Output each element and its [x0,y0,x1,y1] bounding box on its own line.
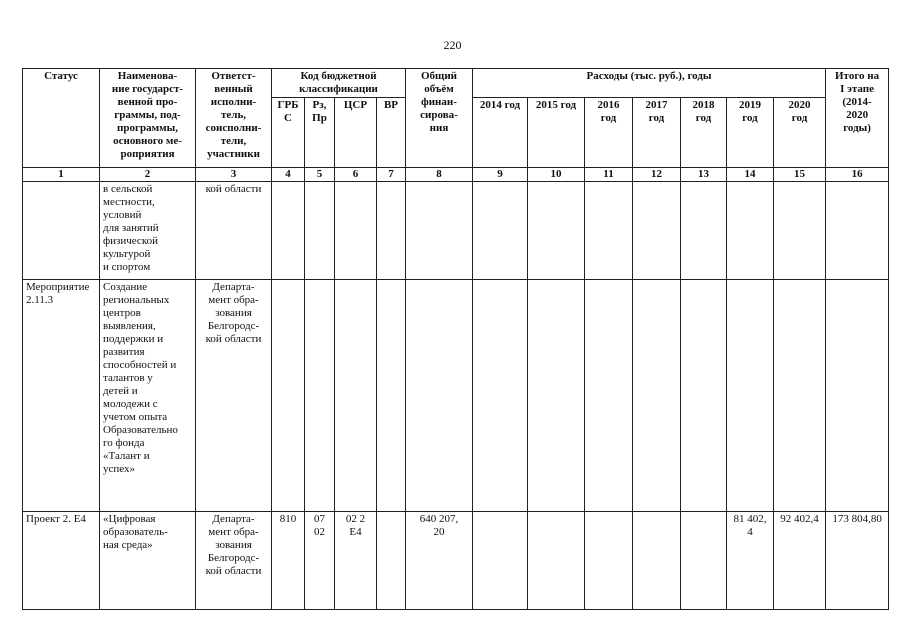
header-row-1 [23,69,889,98]
header-responsible: Ответст- венный исполни- тель, соисполни- тели, участники [196,69,272,168]
header-vr: ВР [377,98,406,168]
cell-csr [335,280,377,512]
cell-2016 [585,512,633,610]
header-2019: 2019 год [727,98,774,168]
column-number: 6 [335,168,377,182]
cell-2020: 92 402,4 [774,512,826,610]
cell-2015 [528,512,585,610]
column-number: 15 [774,168,826,182]
cell-vr [377,280,406,512]
cell-status [23,182,100,280]
cell-total [406,280,473,512]
header-grbs: ГРБ С [272,98,305,168]
cell-csr: 02 2 Е4 [335,512,377,610]
cell-responsible: Департа- мент обра- зования Белгородс- кой области [196,512,272,610]
header-2020: 2020 год [774,98,826,168]
cell-name: в сельской местности, условий для занятий физической культурой и спортом [100,182,196,280]
header-expenses: Расходы (тыс. руб.), годы [473,69,826,98]
column-number: 4 [272,168,305,182]
cell-name: Создание региональных центров выявления, поддержки и развития способностей и талантов у детей и молодежи с учетом опыта Образовательно го фонда «Талант и успех» [100,280,196,512]
cell-name: «Цифровая образователь- ная среда» [100,512,196,610]
cell-rzpr [305,182,335,280]
cell-status: Проект 2. Е4 [23,512,100,610]
cell-itogo: 173 804,80 [826,512,889,610]
column-number: 12 [633,168,681,182]
column-number: 2 [100,168,196,182]
cell-2014 [473,512,528,610]
cell-responsible: Департа- мент обра- зования Белгородс- кой области [196,280,272,512]
cell-2019: 81 402, 4 [727,512,774,610]
cell-2019 [727,182,774,280]
cell-2014 [473,182,528,280]
cell-itogo [826,280,889,512]
column-number: 8 [406,168,473,182]
header-status: Статус [23,69,100,168]
header-2015: 2015 год [528,98,585,168]
cell-2017 [633,512,681,610]
cell-2015 [528,182,585,280]
header-csr: ЦСР [335,98,377,168]
page-number: 220 [443,38,462,52]
cell-2018 [681,182,727,280]
cell-2014 [473,280,528,512]
cell-grbs [272,280,305,512]
column-number: 10 [528,168,585,182]
header-rzpr: Рз, Пр [305,98,335,168]
cell-rzpr: 07 02 [305,512,335,610]
column-number: 13 [681,168,727,182]
cell-grbs [272,182,305,280]
table-row [23,512,889,610]
cell-total: 640 207, 20 [406,512,473,610]
cell-vr [377,512,406,610]
column-number: 16 [826,168,889,182]
column-number: 1 [23,168,100,182]
column-number: 5 [305,168,335,182]
table-row [23,280,889,512]
cell-2015 [528,280,585,512]
cell-grbs: 810 [272,512,305,610]
header-itogo: Итого на I этапе (2014- 2020 годы) [826,69,889,168]
header-budget-code: Код бюджетной классификации [272,69,406,98]
header-name: Наименова- ние государст- венной про- граммы, под- программы, основного ме- роприятия [100,69,196,168]
cell-2017 [633,280,681,512]
budget-table [22,68,889,610]
cell-responsible: кой области [196,182,272,280]
cell-2019 [727,280,774,512]
cell-csr [335,182,377,280]
cell-2017 [633,182,681,280]
column-number: 14 [727,168,774,182]
cell-status: Мероприятие 2.11.3 [23,280,100,512]
cell-2018 [681,280,727,512]
column-number: 3 [196,168,272,182]
cell-2018 [681,512,727,610]
cell-2016 [585,280,633,512]
cell-itogo [826,182,889,280]
header-2014: 2014 год [473,98,528,168]
cell-rzpr [305,280,335,512]
header-2016: 2016 год [585,98,633,168]
header-2017: 2017 год [633,98,681,168]
cell-vr [377,182,406,280]
header-2018: 2018 год [681,98,727,168]
header-total-volume: Общий объём финан- сирова- ния [406,69,473,168]
cell-total [406,182,473,280]
cell-2020 [774,280,826,512]
column-number: 9 [473,168,528,182]
column-number: 7 [377,168,406,182]
table-row [23,182,889,280]
cell-2020 [774,182,826,280]
column-numbers-row [23,168,889,182]
cell-2016 [585,182,633,280]
column-number: 11 [585,168,633,182]
